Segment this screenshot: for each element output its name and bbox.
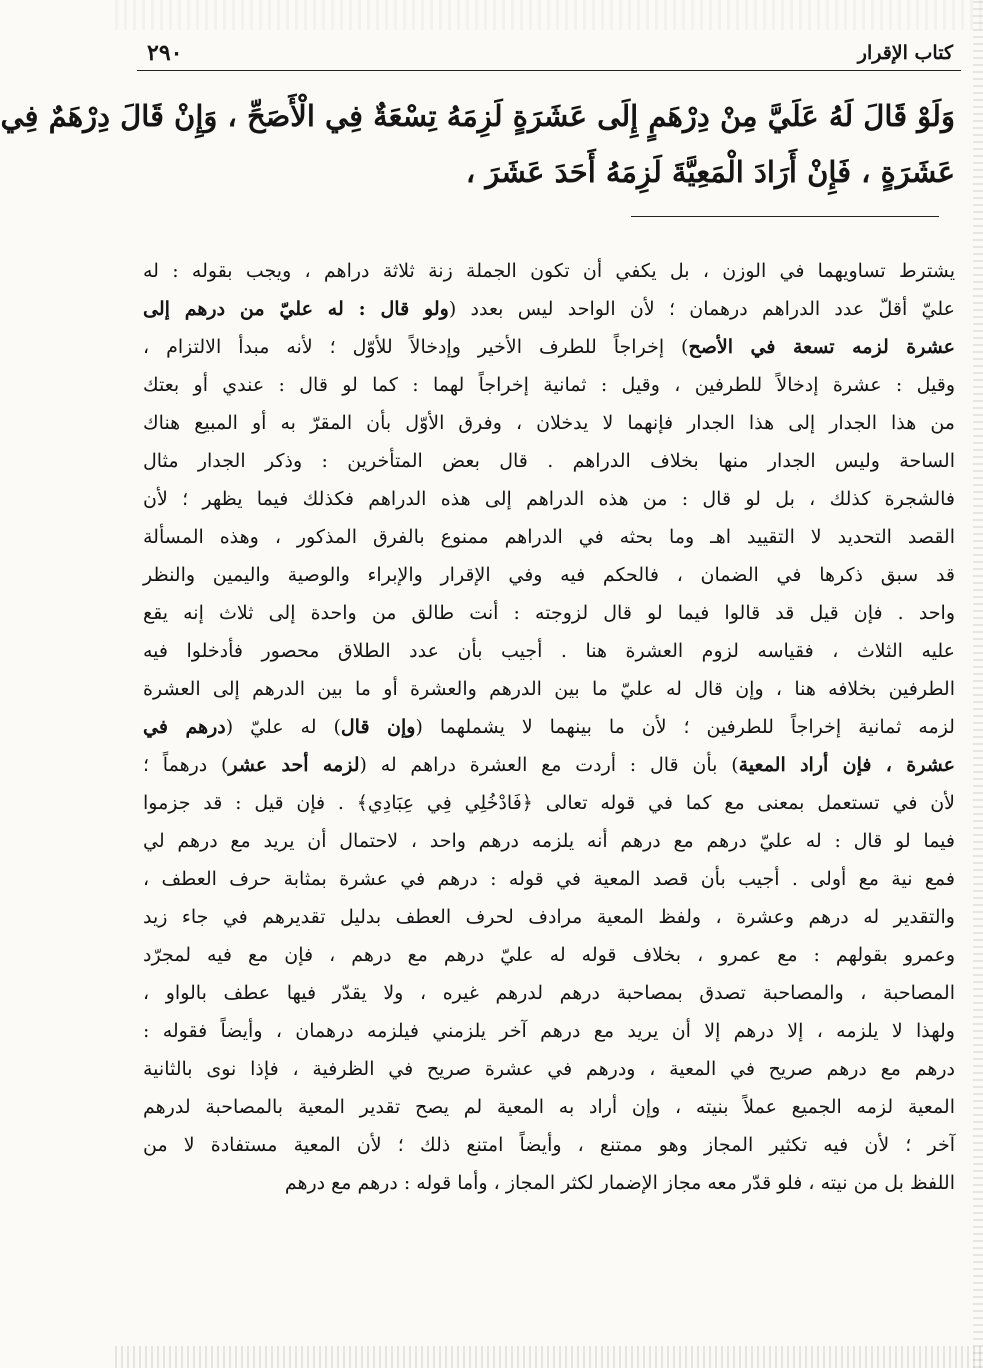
commentary-segment: عليّ أقلّ عدد الدراهم درهمان ؛ لأن الواحد ليس بعدد ( <box>448 298 955 320</box>
matn-text <box>0 88 955 200</box>
scan-edge-right <box>973 0 983 1368</box>
commentary-line: المعية لزمه الجميع عملاً بنيته ، وإن أراد به المعية لم يصح تقدير المعية بالمصاحبة لدرهم <box>143 1096 955 1118</box>
matn-line: وَلَوْ قَالَ لَهُ عَلَيَّ مِنْ دِرْهَمٍ إِلَى عَشَرَةٍ لَزِمَهُ تِسْعَةٌ فِي الْأَصَحِّ ، وَإِنْ قَالَ دِرْهَمٌ فِي <box>0 99 955 133</box>
commentary-segment: لزمه ثمانية إخراجاً للطرفين ؛ لأن ما بينهما لا يشملهما ( <box>415 716 955 738</box>
commentary-line: والتقدير له درهم وعشرة ، ولفظ المعية مرادف لحرف العطف بدليل تقديرهم في جاء زيد <box>143 906 955 928</box>
commentary-line: فالشجرة كذلك ، بل لو قال : من هذه الدراهم إلى هذه الدراهم فكذلك فيما يظهر ؛ لأن <box>143 488 955 510</box>
commentary-line <box>143 290 955 328</box>
commentary-line: القصد التحديد لا التقييد اهـ وما بحثه في الدراهم ممنوع بالفرق المذكور ، وهذه المسألة <box>143 526 955 548</box>
commentary-line: وعمرو بقولهم : مع عمرو ، بخلاف قوله له عليّ درهم مع درهم ، فإن مع فيه لمجرّد <box>143 944 955 966</box>
commentary-segment: ) إخراجاً للطرف الأخير وإدخالاً للأوّل ؛ لأنه مبدأ الالتزام ، <box>143 336 689 358</box>
commentary-line: يشترط تساويهما في الوزن ، بل يكفي أن تكون الجملة زنة ثلاثة دراهم ، ويجب بقوله : له <box>143 260 955 282</box>
matn-quote: ولو قال : له عليّ من درهم إلى <box>143 298 449 320</box>
commentary-line: ولهذا لا يلزمه ، إلا درهم إلا أن يريد مع درهم آخر يلزمني فيلزمه درهمان ، وأيضاً فقوله : <box>143 1020 955 1042</box>
commentary-segment: ) له عليّ ( <box>225 716 341 738</box>
commentary-line: فيما لو قال : له عليّ درهم مع درهم أنه يلزمه درهم واحد ، لاحتمال أن يريد مع درهم لي <box>143 830 955 852</box>
page-number: ٢٩٠ <box>147 40 183 66</box>
commentary-line: واحد . فإن قيل قد قالوا فيما لو قال لزوجته : أنت طالق من واحدة إلى ثلاث إنه يقع <box>143 602 955 624</box>
commentary-line: الطرفين بخلافه هنا ، وإن قال له عليّ ما بين الدرهم والعشرة أو ما بين الدرهم إلى العشرة <box>143 678 955 700</box>
running-title: كتاب الإقرار <box>857 42 953 64</box>
matn-line: عَشَرَةٍ ، فَإِنْ أَرَادَ الْمَعِيَّةَ لَزِمَهُ أَحَدَ عَشَرَ ، <box>465 155 955 189</box>
matn-quote: لزمه أحد عشر <box>228 754 360 776</box>
commentary-line: الساحة وليس الجدار منها بخلاف الدراهم . قال بعض المتأخرين : وذكر الجدار مثال <box>143 450 955 472</box>
commentary-line: فمع نية مع أولى . أجيب بأن قصد المعية في قوله : درهم في عشرة بمثابة حرف العطف ، <box>143 868 955 890</box>
page-header <box>137 40 961 71</box>
commentary-text <box>143 252 955 1202</box>
commentary-segment: ) درهماً ؛ <box>143 754 229 776</box>
commentary-line: المصاحبة ، والمصاحبة تصدق بمصاحبة درهم لدرهم غيره ، ولا يقدّر فيها عطف بالواو ، <box>143 982 955 1004</box>
commentary-line <box>143 708 955 746</box>
commentary-line: لأن في تستعمل بمعنى مع كما في قوله تعالى ﴿فَادْخُلِي فِي عِبَادِي﴾ . فإن قيل : قد جزموا <box>143 792 955 814</box>
matn-quote: درهم في <box>143 716 226 738</box>
separator-rule <box>631 216 939 217</box>
commentary-line <box>143 328 955 366</box>
commentary-line: عليه الثلاث ، فقياسه لزوم العشرة هنا . أجيب بأن عدد الطلاق محصور فأدخلوا فيه <box>143 640 955 662</box>
matn-quote: وإن قال <box>340 716 416 738</box>
matn-quote: عشرة لزمه تسعة في الأصح <box>688 336 955 358</box>
commentary-line: من هذا الجدار إلى هذا الجدار فإنهما لا يدخلان ، وفرق الأوّل بأن المقرّ به أو المبيع هناك <box>143 412 955 434</box>
commentary-line <box>143 746 955 784</box>
commentary-line: وقيل : عشرة إدخالاً للطرفين ، وقيل : ثمانية إخراجاً لهما : كما لو قال : عندي أو بعتك <box>143 374 955 396</box>
commentary-line: آخر ؛ لأن فيه تكثير المجاز وهو ممتنع ، وأيضاً امتنع ذلك ؛ لأن المعية مستفادة لا من <box>143 1134 955 1156</box>
matn-quote: عشرة ، فإن أراد المعية <box>738 754 955 776</box>
scan-edge-bottom <box>115 1346 983 1368</box>
commentary-line: اللفظ بل من نيته ، فلو قدّر معه مجاز الإضمار لكثر المجاز ، وأما قوله : درهم مع درهم <box>284 1172 955 1194</box>
commentary-line: درهم مع درهم صريح في المعية ، ودرهم في عشرة صريح في الظرفية ، فإذا نوى بالثانية <box>143 1058 955 1080</box>
commentary-line: قد سبق ذكرها في الضمان ، فالحكم فيه وفي الإقرار والإبراء والوصية واليمين والنظر <box>143 564 955 586</box>
commentary-segment: ) بأن قال : أردت مع العشرة دراهم له ( <box>359 754 739 776</box>
scan-edge-top <box>115 0 983 30</box>
